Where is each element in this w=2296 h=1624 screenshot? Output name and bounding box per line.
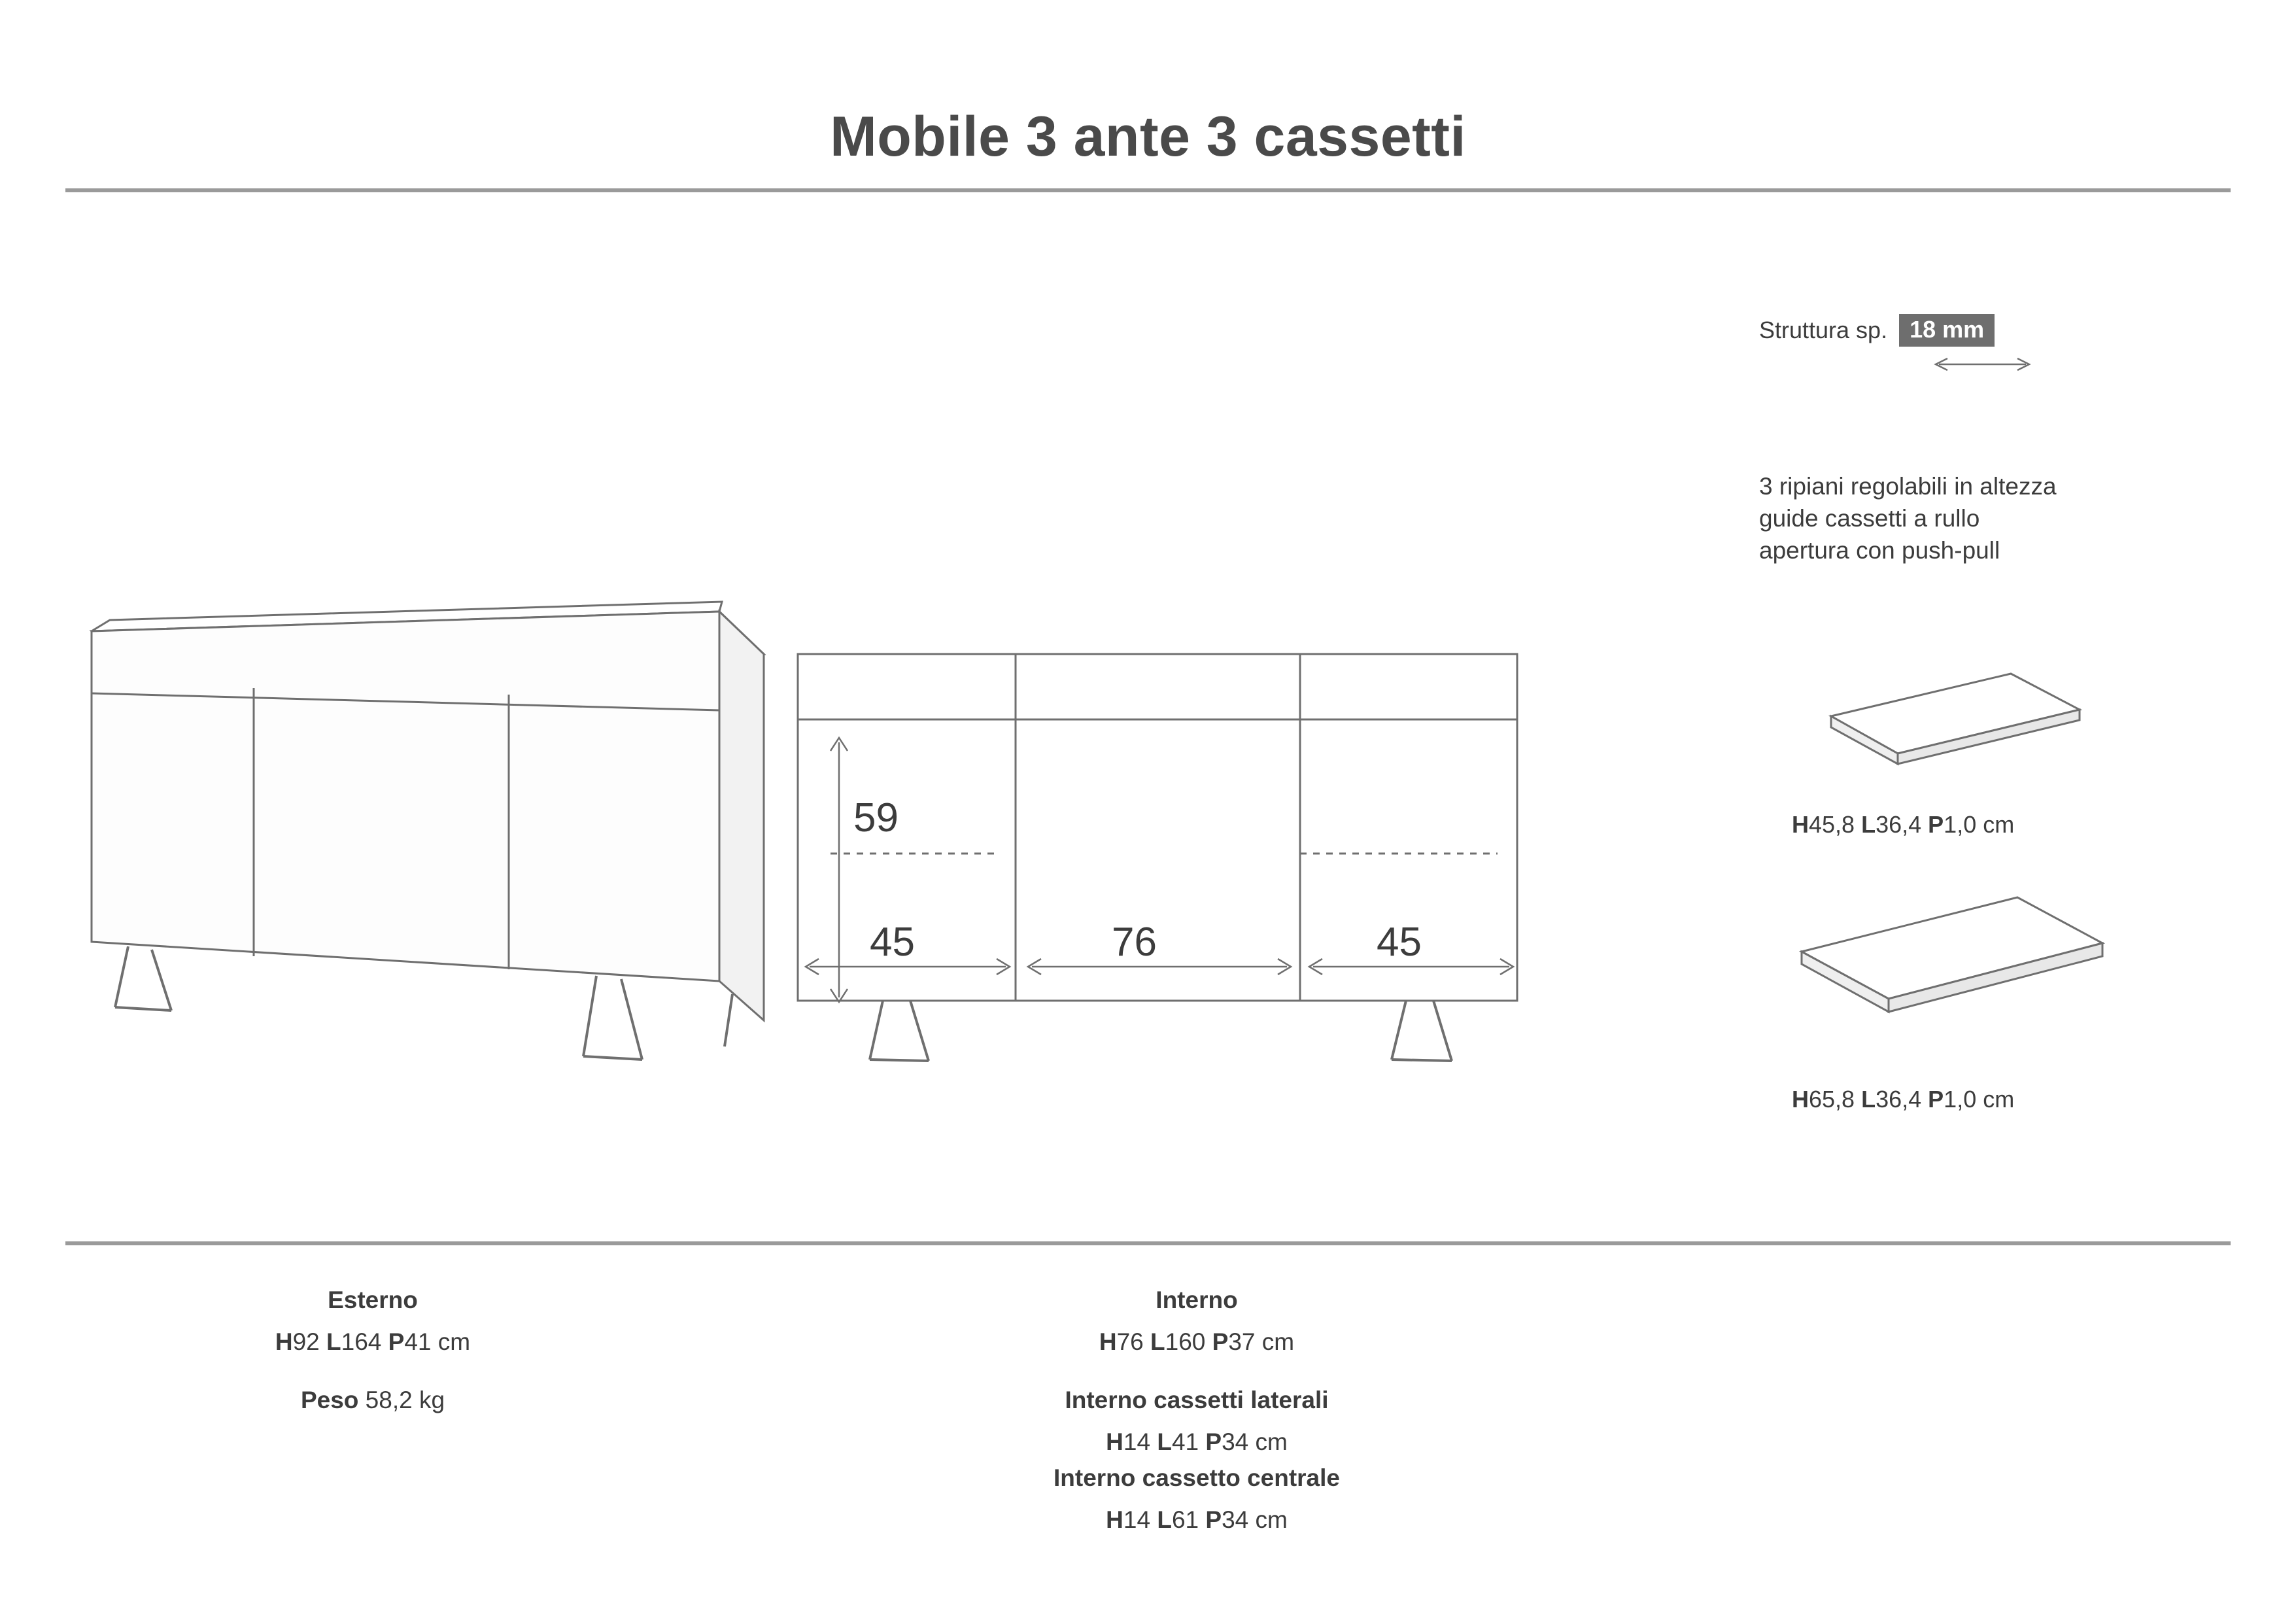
feature-notes [1759, 471, 2057, 566]
shelf-small-h-value: 45,8 [1809, 811, 1862, 838]
spec-internal-heading: Interno [1156, 1287, 1238, 1313]
dimension-width-left-45: 45 [870, 920, 915, 965]
ext-p-value: 41 cm [404, 1328, 471, 1355]
weight-label: Peso [300, 1387, 359, 1413]
note-line-1: 3 ripiani regolabili in altezza [1759, 473, 2057, 500]
dimension-width-center-76: 76 [1112, 920, 1157, 965]
cabinet-front-elevation [798, 654, 1517, 1061]
int-h-value: 76 [1116, 1328, 1151, 1355]
spec-weight [144, 1382, 602, 1419]
int-l-label: L [1150, 1328, 1165, 1355]
spec-center-drawer-dimensions [916, 1502, 1478, 1538]
spacer [916, 1360, 1478, 1382]
shelf-large-h-value: 65,8 [1809, 1086, 1862, 1113]
ext-p-label: P [388, 1328, 405, 1355]
shelf-panel-large [1802, 897, 2102, 1012]
spec-internal-dimensions [916, 1324, 1478, 1360]
center-h-label: H [1106, 1506, 1123, 1533]
spec-internal [916, 1282, 1478, 1538]
shelf-large-l-value: 36,4 [1876, 1086, 1928, 1113]
shelf-small-l-label: L [1861, 811, 1876, 838]
ext-l-label: L [326, 1328, 341, 1355]
center-p-value: 34 cm [1222, 1506, 1288, 1533]
side-h-value: 14 [1123, 1428, 1157, 1455]
shelf-large-l-label: L [1861, 1086, 1876, 1113]
center-h-value: 14 [1123, 1506, 1157, 1533]
dimension-width-right-45: 45 [1377, 920, 1422, 965]
spec-side-drawers-heading: Interno cassetti laterali [1065, 1387, 1329, 1413]
spec-external [144, 1282, 602, 1419]
shelf-small-p-label: P [1928, 811, 1944, 838]
page-title: Mobile 3 ante 3 cassetti [830, 105, 1466, 168]
thickness-arrow [1936, 358, 2029, 370]
side-p-label: P [1205, 1428, 1222, 1455]
side-h-label: H [1106, 1428, 1123, 1455]
thickness-badge: 18 mm [1899, 314, 1995, 347]
shelf-small-l-value: 36,4 [1876, 811, 1928, 838]
side-l-value: 41 [1171, 1428, 1206, 1455]
spec-external-heading: Esterno [328, 1287, 418, 1313]
side-p-value: 34 cm [1222, 1428, 1288, 1455]
shelf-panel-small [1831, 674, 2080, 764]
center-l-label: L [1157, 1506, 1172, 1533]
int-p-value: 37 cm [1228, 1328, 1295, 1355]
structure-thickness [1759, 314, 1995, 347]
shelf-large-p-label: P [1928, 1086, 1944, 1113]
int-h-label: H [1099, 1328, 1117, 1355]
spec-center-drawer-heading: Interno cassetto centrale [1054, 1464, 1340, 1491]
int-l-value: 160 [1165, 1328, 1212, 1355]
side-l-label: L [1157, 1428, 1172, 1455]
dimension-height-59: 59 [853, 795, 899, 840]
center-p-label: P [1205, 1506, 1222, 1533]
shelf-large-caption [1792, 1086, 2014, 1113]
spec-side-drawers-dimensions [916, 1424, 1478, 1460]
ext-h-label: H [275, 1328, 293, 1355]
shelf-small-h-label: H [1792, 811, 1809, 838]
note-line-2: guide cassetti a rullo [1759, 504, 1980, 532]
structure-label: Struttura sp. [1759, 317, 1888, 343]
cabinet-perspective [92, 602, 764, 1060]
spec-external-dimensions [144, 1324, 602, 1360]
ext-l-value: 164 [341, 1328, 388, 1355]
shelf-large-h-label: H [1792, 1086, 1809, 1113]
shelf-small-caption [1792, 811, 2014, 838]
shelf-large-p-value: 1,0 cm [1944, 1086, 2015, 1113]
note-line-3: apertura con push-pull [1759, 536, 2000, 564]
int-p-label: P [1212, 1328, 1229, 1355]
shelf-small-p-value: 1,0 cm [1944, 811, 2015, 838]
spacer [144, 1360, 602, 1382]
center-l-value: 61 [1171, 1506, 1206, 1533]
weight-value: 58,2 kg [358, 1387, 445, 1413]
ext-h-value: 92 [292, 1328, 327, 1355]
